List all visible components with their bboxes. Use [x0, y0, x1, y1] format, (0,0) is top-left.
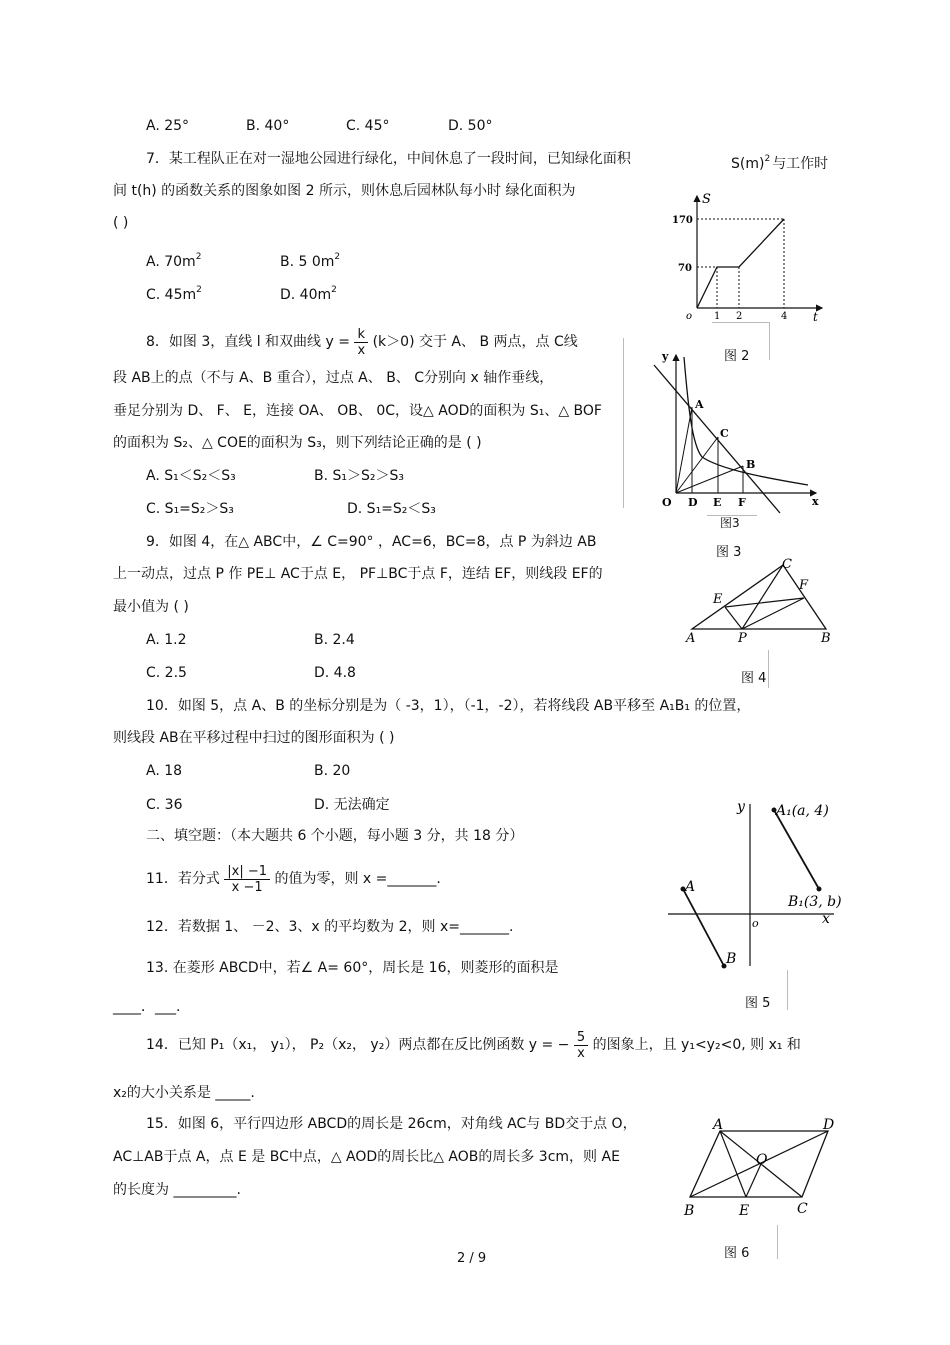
segment-ab [683, 889, 724, 966]
fig2-tick-4: 4 [781, 311, 788, 322]
q8-option-a: A. S₁＜S₂＜S₃ [146, 468, 236, 484]
fig5-a1: A₁(a, 4) [776, 803, 829, 819]
section-2-heading: 二、填空题：（本大题共 6 个小题，每小题 3 分，共 18 分） [146, 828, 524, 844]
fig6-o: O [756, 1152, 768, 1168]
fig3-y: y [662, 350, 669, 363]
fig3-caption-rule [707, 515, 757, 516]
fig6-b: B [684, 1203, 695, 1219]
q15-line2: AC⊥AB于点 A，点 E 是 BC中点，△ AOD的周长比△ AOB的周长多 3cm，则 AE [113, 1149, 620, 1165]
q7-option-a: A. $70m^2$ [146, 252, 202, 270]
q8-option-d: D. S₁=S₂＜S₃ [347, 501, 436, 517]
fig3-c: C [720, 427, 729, 440]
figure-4-triangle [680, 553, 840, 648]
q10-line1: 10．如图 5，点 A、B 的坐标分别是为（ -3，1），（-1，-2），若将线段 AB平移至 A₁B₁ 的位置， [146, 698, 751, 714]
fig4-a: A [686, 631, 696, 646]
fig3-a: A [695, 398, 704, 411]
figure-2-graph [662, 190, 832, 325]
option-b: B. 40° [246, 118, 290, 134]
fig3-frame-rule [623, 338, 624, 508]
fig4-caption: 图 4 [741, 671, 767, 686]
fig2-tick-70: 70 [678, 263, 692, 274]
option-d: D. 50° [448, 118, 493, 134]
fig5-b1: B₁(3, b) [788, 894, 842, 910]
fig4-b: B [821, 631, 831, 646]
fig5-o: o [752, 917, 759, 930]
figure-5-graph [664, 796, 844, 971]
fig4-p: P [738, 631, 747, 646]
fig2-caption-rule [712, 322, 770, 323]
fig3-x: x [812, 495, 819, 508]
fig4-c: C [782, 557, 792, 572]
fig6-caption-rule [777, 1225, 778, 1259]
figure-3-graph [640, 345, 830, 520]
fig3-e: E [713, 496, 722, 509]
q10-option-d: D. 无法确定 [314, 797, 390, 813]
q12: 12．若数据 1、 －2、3、x 的平均数为 2，则 x=_______. [146, 919, 514, 935]
q8-line3: 垂足分别为 D、 F、 E，连接 OA、 OB、 0C，设△ AOD的面积为 S₁、△ BOF [113, 403, 602, 419]
q7-line2: 间 t(h) 的函数关系的图象如图 2 所示，则休息后园林队每小时 绿化面积为 [113, 183, 576, 199]
q10-option-b: B. 20 [314, 763, 351, 779]
q8-line4: 的面积为 S₂、△ COE的面积为 S₃，则下列结论正确的是 ( ) [113, 435, 482, 451]
q9-line3: 最小值为 ( ) [113, 599, 189, 615]
q9-option-b: B. 2.4 [314, 632, 355, 648]
fig5-caption-rule [787, 970, 788, 1010]
fig2-origin: o [686, 311, 693, 322]
q9-line1: 9．如图 4，在△ ABC中，∠ C=90° ，AC=6，BC=8，点 P 为斜边 AB [146, 534, 597, 550]
q8-line1: 8．如图 3，直线 l 和双曲线 y = $\frac{k}{x}$ (k＞0) 交于 A、 B 两点，点 C线 [146, 326, 578, 358]
fig6-c: C [797, 1201, 808, 1217]
option-a: A. 25° [146, 118, 190, 134]
q7-line3: ( ) [113, 215, 129, 231]
fig4-e: E [713, 592, 723, 607]
fig5-a: A [685, 879, 696, 895]
option-c: C. 45° [346, 118, 390, 134]
q9-option-a: A. 1.2 [146, 632, 187, 648]
page-number: 2 / 9 [457, 1251, 487, 1266]
fig2-tick-2: 2 [736, 311, 743, 322]
fig5-x: x [822, 911, 830, 927]
q8-option-c: C. S₁=S₂＞S₃ [146, 501, 234, 517]
q13-line1: 13. 在菱形 ABCD中，若∠ A= 60°，周长是 16，则菱形的面积是 [146, 960, 559, 976]
fig2-x-label: t [813, 310, 818, 324]
q10-option-c: C. 36 [146, 797, 183, 813]
q7-option-b: B. 5 $0m^2$ [280, 252, 341, 270]
q9-line2: 上一动点，过点 P 作 PE⊥ AC于点 E， PF⊥BC于点 F，连结 EF，则线段 EF的 [113, 566, 603, 582]
fig2-tick-1: 1 [714, 311, 721, 322]
fig3-d: D [688, 496, 698, 509]
q10-option-a: A. 18 [146, 763, 183, 779]
q7-line1-unit: $S(m)^2$ 与工作时 [731, 154, 829, 172]
q14-line1: 14．已知 P₁（x₁， y₁）， P₂（x₂， y₂）两点都在反比例函数 y = − $\frac{5}{x}$ 的图象上，且 y₁<y₂<0, 则 x₁ 和 [146, 1029, 801, 1061]
q11: 11．若分式 $\frac{|x| -1}{x -1}$ 的值为零，则 x =_______. [146, 863, 441, 895]
fig2-caption: 图 2 [724, 349, 750, 364]
fig5-b: B [726, 951, 737, 967]
q9-option-c: C. 2.5 [146, 665, 187, 681]
figure-6-parallelogram [678, 1117, 848, 1227]
fig6-d: D [823, 1117, 835, 1133]
q11-fraction: $\frac{|x| -1}{x -1}$ [224, 864, 270, 895]
q7-option-d: D. $40m^2$ [280, 285, 337, 303]
fig6-a: A [713, 1117, 724, 1133]
fig3-f: F [738, 496, 746, 509]
fig2-y-label: S [702, 192, 711, 207]
q9-option-d: D. 4.8 [314, 665, 356, 681]
fig3-o: O [662, 496, 672, 509]
q15-line3: 的长度为 _________. [113, 1182, 241, 1198]
q13-line2: ____．___. [113, 999, 181, 1015]
fig3-caption-inner: 图3 [720, 516, 740, 530]
fig3-caption: 图 3 [716, 545, 742, 560]
fig4-f: F [799, 578, 809, 593]
fig2-tick-170: 170 [672, 215, 693, 226]
fig5-y: y [737, 799, 745, 815]
q7-option-c: C. $45m^2$ [146, 285, 202, 303]
q7-line1: 7．某工程队正在对一湿地公园进行绿化，中间休息了一段时间，已知绿化面积 [146, 151, 631, 167]
q14-line2: x₂的大小关系是 _____. [113, 1085, 255, 1101]
fig5-caption: 图 5 [745, 996, 771, 1011]
q8-fraction: $\frac{k}{x}$ [354, 327, 368, 358]
q10-line2: 则线段 AB在平移过程中扫过的图形面积为 ( ) [113, 730, 395, 746]
fig6-caption: 图 6 [724, 1246, 750, 1261]
fig6-e: E [739, 1203, 750, 1219]
q8-option-b: B. S₁＞S₂＞S₃ [314, 468, 405, 484]
q15-line1: 15．如图 6，平行四边形 ABCD的周长是 26cm，对角线 AC与 BD交于点 O， [146, 1116, 637, 1132]
q14-fraction: $\frac{5}{x}$ [574, 1030, 588, 1061]
fig3-b: B [746, 458, 756, 471]
graph-line [697, 219, 784, 308]
fig4-caption-rule [768, 650, 769, 688]
segment-a1b1 [774, 810, 819, 889]
q8-line2: 段 AB上的点（不与 A、B 重合），过点 A、 B、 C分别向 x 轴作垂线， [113, 370, 554, 386]
